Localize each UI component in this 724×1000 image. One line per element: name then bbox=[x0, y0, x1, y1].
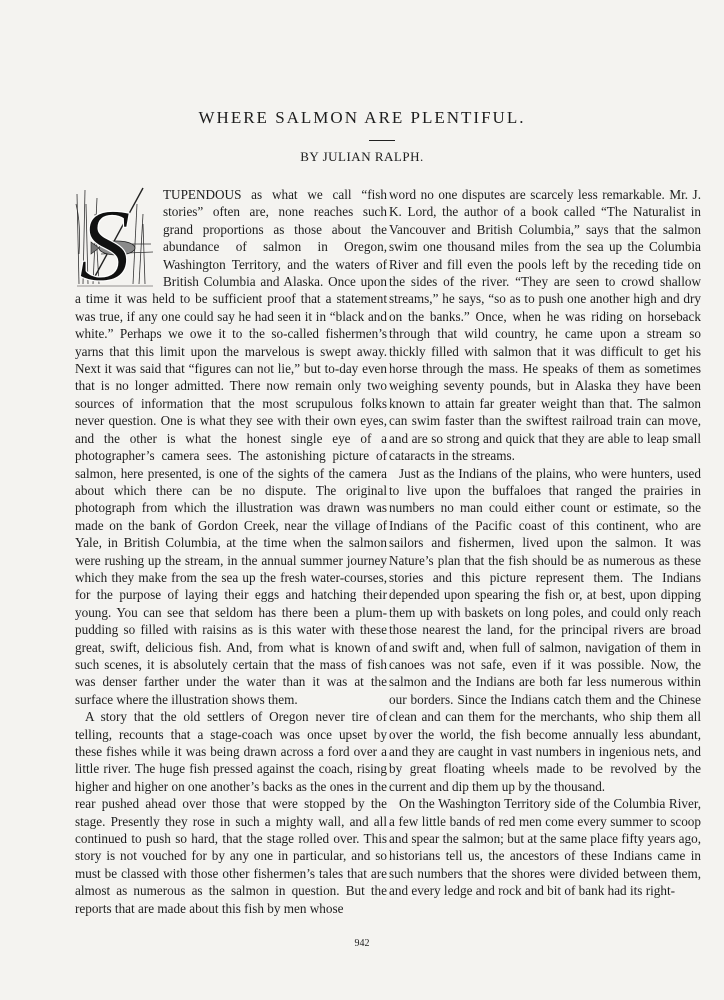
left-paragraph-1: TUPENDOUS as what we call “fish stories” often are, none reaches such grand proportions as those about the abundance of salmon in Oregon, Washington Territory, and the waters of British Columbia and Alaska. Once upon a time it was held to be sufficient proof that a statement was true, if any one could say he had seen it in “black and white.” Perhaps we owe it to the so-called fishermen’s yarns that this limit upon the marvelous is swept away. Next it was said that “figures can not lie,” but to-day even that is no longer admitted. There now remain only two sources of information that the most scrupulous folks never question. One is what they see with their own eyes, and the other is what the honest single eye of a photographer’s camera sees. The astonishing picture of salmon, here presented, is one of the sights of the camera about which there can be no dispute. The original photograph from which the illustration was drawn was made on the bank of Gordon Creek, near the village of Yale, in British Columbia, at the time when the salmon were rushing up the stream, in the annual summer journey which they make from the sea up the fresh water-courses, for the purpose of laying their eggs and hatching their young. You can see that seldom has there been a plum-pudding so filled with raisins as is this water with these great, swift, delicious fish. And, from what is known of such scenes, it is absolutely certain that the mass of fish was denser farther under the water than it was at the surface where the illustration shows them. bbox=[75, 187, 387, 707]
right-paragraph-3: On the Washington Territory side of the Columbia River, a few little bands of red men come every summer to scoop and spear the salmon; but at the same place fifty years ago, historians tell us, the ancestors of these Indians came in such numbers that the shores were divided between them, and every ledge and rock and bit of bank had its right- bbox=[389, 796, 701, 899]
left-column bbox=[75, 186, 387, 917]
left-paragraph-2: A story that the old settlers of Oregon never tire of telling, recounts that a stage-coach was once upset by these fishes while it was being drawn across a ford over a little river. The huge fish pressed against the coach, rising higher and higher on one another’s backs as the ones in the rear pushed ahead over those that were stopped by the stage. Presently they rose in such a mighty wall, and all continued to push so hard, that the stage rolled over. This story is not vouched for by any one in particular, and so must be classed with those other fishermen’s tales that are almost as numerous as the salmon in question. But the reports that are made about this fish by men whose bbox=[75, 709, 387, 916]
right-column bbox=[389, 186, 701, 900]
right-paragraph-2: Just as the Indians of the plains, who were hunters, used to live upon the buffaloes that ranged the prairies in numbers no man could either count or estimate, so the Indians of the Pacific coast of this continent, who are sailors and fishermen, lived upon the salmon. It was Nature’s plan that the fish should be as numerous as these stories and this picture represent them. The Indians depended upon spearing the fish or, at best, upon dipping them up with baskets on long poles, and could only reach those nearest the land, for the principal rivers are broad and swift and, when full of salmon, navigation of them in canoes was not safe, even if it was possible. Now, the salmon and the Indians are both far less numerous within our borders. Since the Indians catch them and the Chinese clean and can them for the merchants, who ship them all over the world, the fish become annually less abundant, and they are caught in vast numbers in ingenious nets, and by great floating wheels made to be revolved by the current and dip them up by the thousand. bbox=[389, 465, 701, 794]
dropcap-illustration bbox=[73, 184, 157, 288]
right-paragraph-1: word no one disputes are scarcely less remarkable. Mr. J. K. Lord, the author of a book called “The Naturalist in Vancouver and British Columbia,” says that the salmon swim one thousand miles from the sea up the Columbia River and fill even the pools left by the receding tide on the sides of the river. “They are seen to crowd shallow streams,” he says, “so as to push one another high and dry on the banks.” Once, when he was riding on horseback through that wild country, he came upon a stream so thickly filled with salmon that it was difficult to get his horse through the mass. He speaks of them as sometimes weighing seventy pounds, but in Alaska they have been known to attain far greater weight than that. The salmon can swim faster than the swiftest railroad train can move, and are so strong and quick that they are able to leap small cataracts in the streams. bbox=[389, 187, 701, 464]
article-title: WHERE SALMON ARE PLENTIFUL. bbox=[198, 108, 526, 127]
dropcap-letter: S bbox=[79, 188, 131, 288]
article-byline: BY JULIAN RALPH. bbox=[300, 149, 424, 164]
page-number: 942 bbox=[354, 938, 370, 949]
title-rule bbox=[369, 140, 395, 141]
